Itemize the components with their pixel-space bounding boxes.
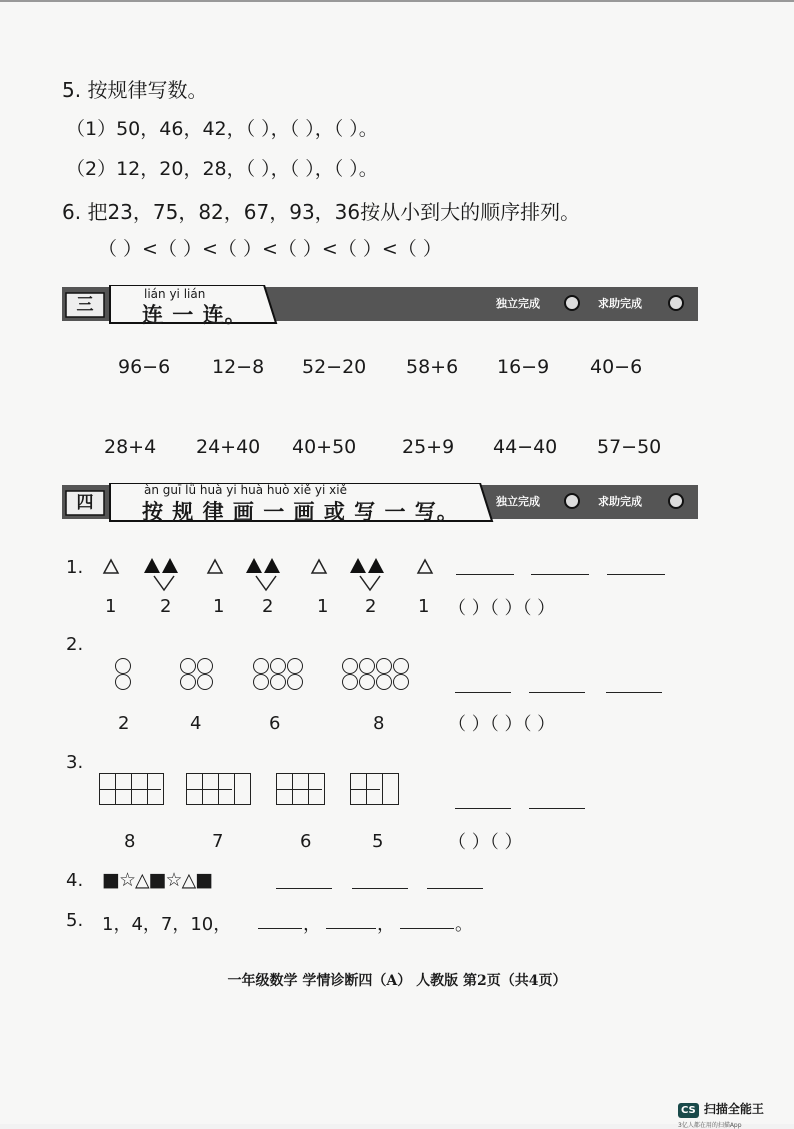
pattern5-sep: ， (377, 914, 395, 935)
camscanner-name: 扫描全能王 (703, 1102, 764, 1116)
section4-banner (62, 483, 698, 523)
pattern5-sequence: 1，4，7，10， (102, 914, 232, 935)
independent-circle[interactable] (564, 493, 580, 509)
pattern3-label: 6 (300, 831, 312, 852)
q5-line2: （2）12，20，28，（ ），（ ），（ ）。 (66, 158, 378, 180)
pattern3-label: 7 (212, 831, 224, 852)
help-label: 求助完成 (598, 297, 642, 310)
expression-item: 24+40 (196, 436, 261, 458)
expression-item: 57−50 (597, 436, 662, 458)
pattern2-label: 2 (118, 713, 130, 734)
expression-item: 16−9 (497, 356, 550, 378)
section3-title: 连 一 连。 (142, 303, 247, 327)
section3-number: 三 (76, 295, 94, 315)
pattern2-paren-blanks: （ ）（ ）（ ） (448, 714, 556, 735)
independent-circle[interactable] (564, 295, 580, 311)
expression-item: 58+6 (406, 356, 459, 378)
pattern1-label: 1 (105, 596, 117, 617)
q5-line1: （1）50，46，42，（ ），（ ），（ ）。 (66, 118, 378, 140)
answer-blank[interactable] (455, 692, 511, 693)
answer-blank[interactable] (400, 928, 454, 929)
expression-item: 52−20 (302, 356, 367, 378)
pattern1-label: 1 (317, 596, 329, 617)
expression-item: 44−40 (493, 436, 558, 458)
pattern5-sep: ， (303, 914, 321, 935)
help-circle[interactable] (668, 295, 684, 311)
independent-label: 独立完成 (496, 495, 540, 508)
answer-blank[interactable] (529, 808, 585, 809)
pattern1-label: 2 (262, 596, 274, 617)
independent-label: 独立完成 (496, 297, 540, 310)
help-circle[interactable] (668, 493, 684, 509)
q5-title: 5. 按规律写数。 (62, 78, 208, 102)
answer-blank[interactable] (531, 574, 589, 575)
pattern2-label: 8 (373, 713, 385, 734)
pattern1-label: 1 (418, 596, 430, 617)
pattern1-label: 1 (213, 596, 225, 617)
camscanner-tagline: 3亿人都在用的扫描App (678, 1122, 742, 1129)
answer-blank[interactable] (352, 888, 408, 889)
section4-pinyin: àn guī lǜ huà yi huà huò xiě yi xiě (144, 483, 347, 497)
pattern1-triangles (100, 556, 450, 596)
pattern1-paren-blanks: （ ）（ ）（ ） (448, 598, 556, 619)
pattern4-sequence: ■☆△■☆△■ (102, 869, 213, 891)
pattern5-end: 。 (455, 914, 473, 935)
circle-group-8 (342, 658, 410, 690)
help-label: 求助完成 (598, 495, 642, 508)
answer-blank[interactable] (607, 574, 665, 575)
pattern2-label: 6 (269, 713, 281, 734)
section3-banner (62, 285, 698, 325)
pattern3-number: 3. (66, 752, 84, 773)
pattern2-number: 2. (66, 634, 84, 655)
expression-item: 40−6 (590, 356, 643, 378)
expression-item: 28+4 (104, 436, 157, 458)
answer-blank[interactable] (427, 888, 483, 889)
pattern5-number: 5. (66, 910, 84, 931)
answer-blank[interactable] (276, 888, 332, 889)
expression-item: 25+9 (402, 436, 455, 458)
camscanner-logo: CS (678, 1103, 699, 1118)
page-footer: 一年级数学 学情诊断四（A） 人教版 第2页（共4页） (227, 973, 567, 989)
answer-blank[interactable] (606, 692, 662, 693)
circle-group-2 (115, 658, 132, 690)
expression-item: 96−6 (118, 356, 171, 378)
top-border (0, 0, 794, 2)
q6-title: 6. 把23，75，82，67，93，36按从小到大的顺序排列。 (62, 200, 581, 224)
section3-pinyin: lián yi lián (144, 287, 206, 301)
camscanner-watermark (678, 1098, 764, 1129)
circle-group-4 (180, 658, 214, 690)
answer-blank[interactable] (529, 692, 585, 693)
answer-blank[interactable] (326, 928, 376, 929)
pattern1-number: 1. (66, 557, 84, 578)
pattern3-label: 5 (372, 831, 384, 852)
q6-order-blanks: （ ）<（ ）<（ ）<（ ）<（ ）<（ ） (98, 238, 442, 260)
answer-blank[interactable] (455, 808, 511, 809)
section4-number: 四 (76, 493, 94, 513)
expression-item: 12−8 (212, 356, 265, 378)
expression-item: 40+50 (292, 436, 357, 458)
pattern4-number: 4. (66, 870, 84, 891)
section4-title: 按 规 律 画 一 画 或 写 一 写。 (142, 500, 459, 524)
circle-group-6 (253, 658, 304, 690)
pattern1-label: 2 (365, 596, 377, 617)
answer-blank[interactable] (456, 574, 514, 575)
pattern3-paren-blanks: （ ）（ ） (448, 832, 523, 853)
answer-blank[interactable] (258, 928, 302, 929)
pattern1-label: 2 (160, 596, 172, 617)
pattern2-label: 4 (190, 713, 202, 734)
pattern3-label: 8 (124, 831, 136, 852)
